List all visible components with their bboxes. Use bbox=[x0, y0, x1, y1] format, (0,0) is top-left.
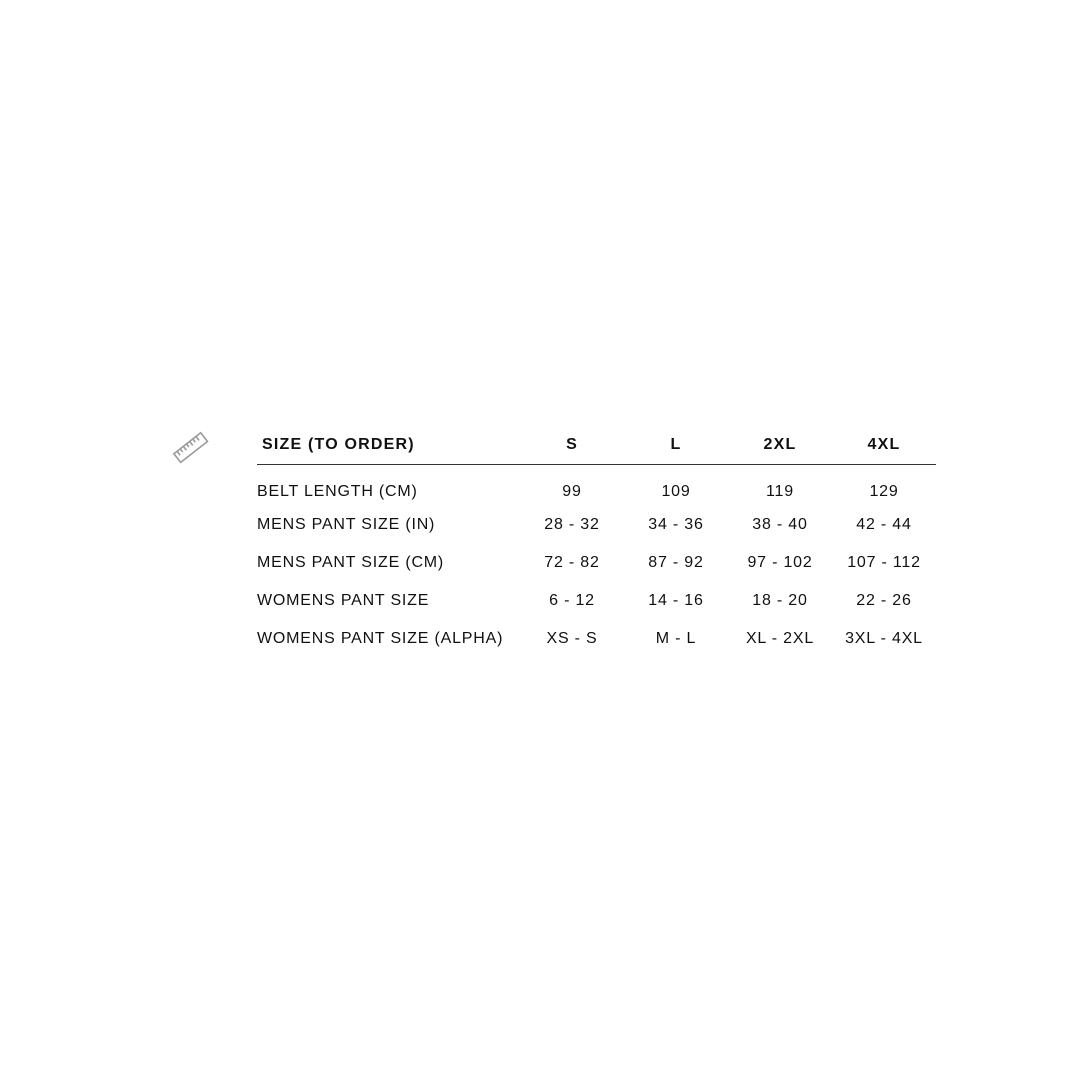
row-label: WOMENS PANT SIZE (ALPHA) bbox=[257, 630, 504, 647]
cell-value: XL - 2XL bbox=[745, 630, 815, 647]
cell-value: 6 - 12 bbox=[549, 592, 595, 609]
cell-value: 99 bbox=[562, 483, 582, 500]
table-row bbox=[257, 619, 936, 659]
table-header-row bbox=[257, 426, 936, 465]
cell-value: 28 - 32 bbox=[544, 516, 600, 533]
size-header-l: L bbox=[624, 426, 728, 465]
row-label: MENS PANT SIZE (CM) bbox=[257, 554, 445, 571]
row-label: WOMENS PANT SIZE bbox=[257, 592, 430, 609]
cell-value: 72 - 82 bbox=[544, 554, 600, 571]
cell-value: 87 - 92 bbox=[648, 554, 704, 571]
cell-value: XS - S bbox=[546, 630, 598, 647]
cell-value: 42 - 44 bbox=[856, 516, 912, 533]
cell-value: M - L bbox=[655, 630, 697, 647]
cell-value: 14 - 16 bbox=[648, 592, 704, 609]
table-row bbox=[257, 507, 936, 543]
cell-value: 22 - 26 bbox=[856, 592, 912, 609]
cell-value: 34 - 36 bbox=[648, 516, 704, 533]
table-row bbox=[257, 543, 936, 583]
size-header-2xl: 2XL bbox=[728, 426, 832, 465]
cell-value: 18 - 20 bbox=[752, 592, 808, 609]
size-header-s: S bbox=[520, 426, 624, 465]
table-row bbox=[257, 583, 936, 619]
size-chart-table bbox=[257, 426, 936, 659]
header-label: SIZE (TO ORDER) bbox=[257, 426, 520, 465]
size-header-4xl: 4XL bbox=[832, 426, 936, 465]
cell-value: 129 bbox=[869, 483, 899, 500]
cell-value: 3XL - 4XL bbox=[845, 630, 923, 647]
cell-value: 107 - 112 bbox=[847, 554, 921, 571]
cell-value: 38 - 40 bbox=[752, 516, 808, 533]
cell-value: 119 bbox=[766, 483, 794, 500]
row-label: MENS PANT SIZE (IN) bbox=[257, 516, 436, 533]
table-row bbox=[257, 477, 936, 507]
row-label: BELT LENGTH (CM) bbox=[257, 483, 418, 500]
ruler-icon bbox=[170, 428, 212, 468]
cell-value: 109 bbox=[661, 483, 691, 500]
cell-value: 97 - 102 bbox=[747, 554, 813, 571]
